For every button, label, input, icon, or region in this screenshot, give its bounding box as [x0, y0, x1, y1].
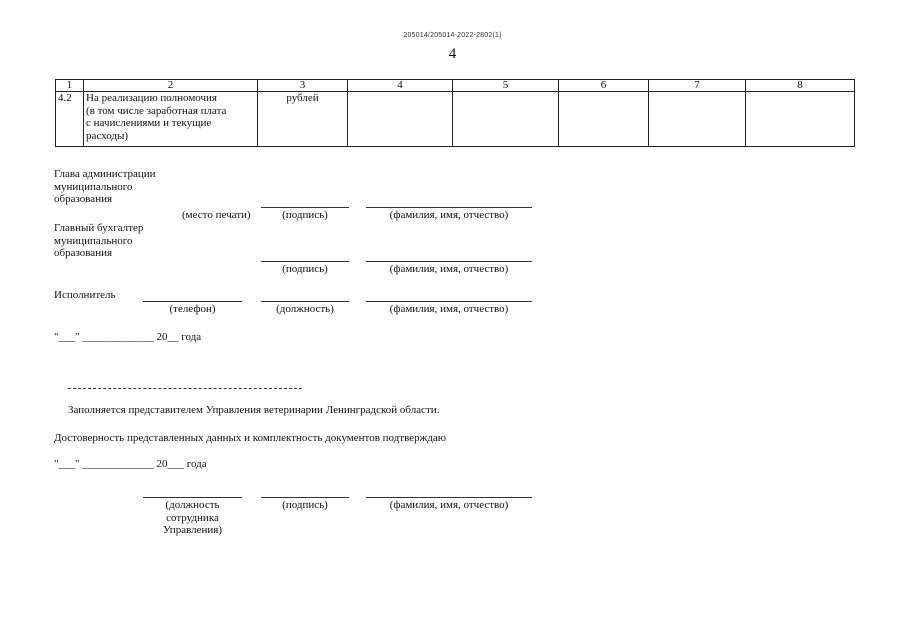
- table-cell: [746, 92, 855, 147]
- full-name-caption: (фамилия, имя, отчество): [389, 499, 509, 511]
- phone-line: [143, 301, 242, 302]
- column-header: 2: [84, 80, 258, 92]
- confirmation-text: Достоверность представленных данных и комплектность документов подтверждаю: [54, 432, 446, 444]
- full-name-caption: (фамилия, имя, отчество): [389, 263, 509, 275]
- position-line: [261, 301, 349, 302]
- document-id: 205014/205014-2022-2802(1): [403, 32, 502, 39]
- column-header: 3: [258, 80, 348, 92]
- row-unit: рублей: [258, 92, 348, 147]
- signature-caption: (подпись): [282, 209, 328, 221]
- confirmation-date-line: "___" _____________ 20___ года: [54, 458, 207, 470]
- name-line: [366, 497, 532, 498]
- signature-caption: (подпись): [282, 263, 328, 275]
- table-header-row: [56, 80, 855, 92]
- table-cell: [348, 92, 453, 147]
- data-table: [55, 79, 855, 147]
- full-name-caption: (фамилия, имя, отчество): [389, 209, 509, 221]
- column-header: 6: [559, 80, 649, 92]
- column-header: 1: [56, 80, 84, 92]
- date-line: "___" _____________ 20__ года: [54, 331, 202, 343]
- name-line: [366, 261, 532, 262]
- table-cell: [559, 92, 649, 147]
- signature-line: [261, 497, 349, 498]
- footnote-separator: [68, 388, 302, 389]
- signature-line: [261, 261, 349, 262]
- column-header: 7: [649, 80, 746, 92]
- position-line: [143, 497, 242, 498]
- column-header: 4: [348, 80, 453, 92]
- seal-place-caption: (место печати): [182, 209, 251, 221]
- executor-label: Исполнитель: [54, 289, 116, 301]
- signature-caption: (подпись): [282, 499, 328, 511]
- row-number: 4.2: [56, 92, 84, 147]
- footnote-text: Заполняется представителем Управления ветеринарии Ленинградской области.: [68, 404, 440, 416]
- table-row: [56, 92, 855, 147]
- phone-caption: (телефон): [169, 303, 216, 315]
- table-cell: [453, 92, 559, 147]
- accountant-label: Главный бухгалтер муниципального образования: [54, 222, 144, 259]
- column-header: 8: [746, 80, 855, 92]
- column-header: 5: [453, 80, 559, 92]
- position-caption: (должность сотрудника Управления): [162, 499, 222, 536]
- full-name-caption: (фамилия, имя, отчество): [389, 303, 509, 315]
- signature-line: [261, 207, 349, 208]
- name-line: [366, 301, 532, 302]
- table-cell: [649, 92, 746, 147]
- name-line: [366, 207, 532, 208]
- row-name: На реализацию полномочия (в том числе заработная плата с начислениями и текущие расходы): [84, 92, 258, 147]
- page-number: 4: [448, 46, 457, 62]
- head-label: Глава администрации муниципального образования: [54, 168, 156, 205]
- position-caption: (должность): [276, 303, 334, 315]
